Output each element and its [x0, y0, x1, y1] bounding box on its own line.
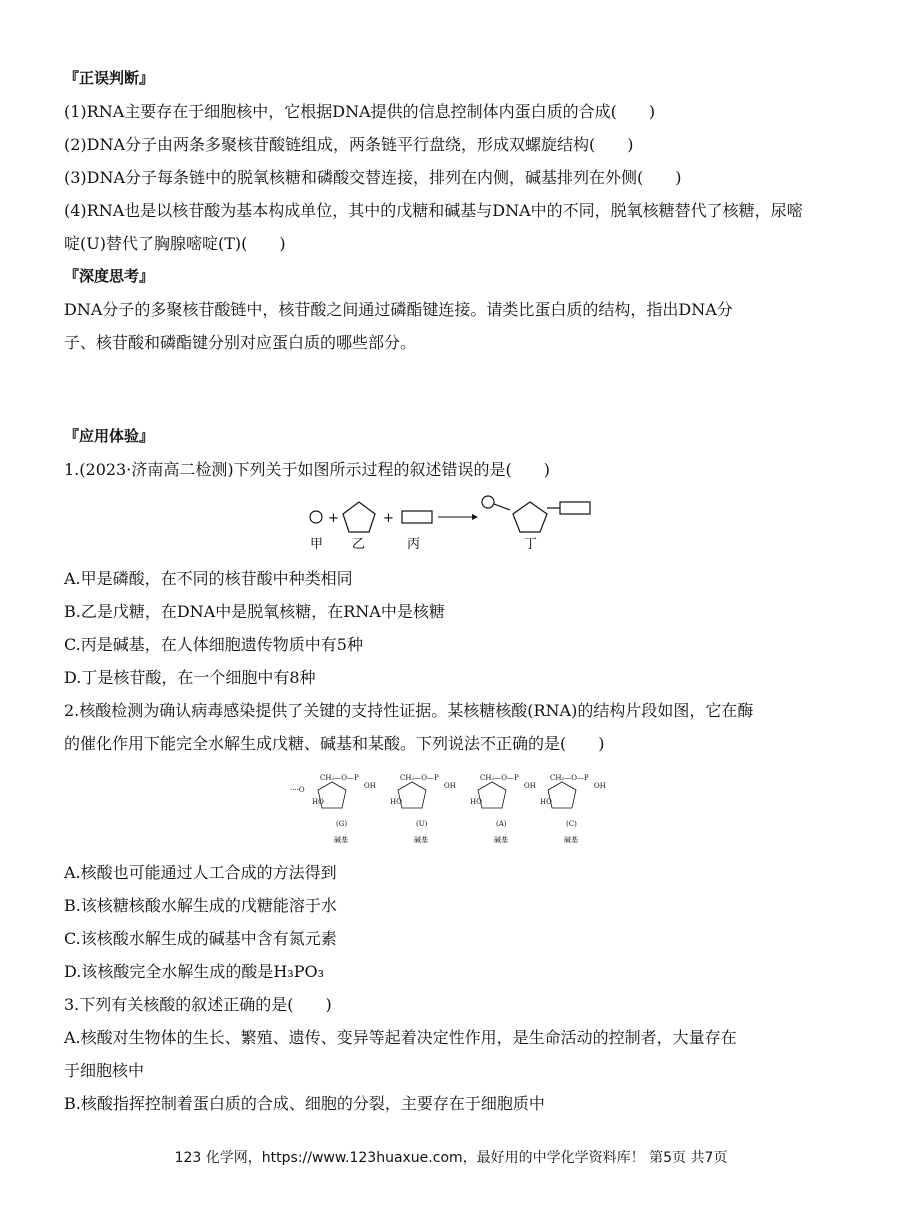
judgment-item-3: (3)DNA分子每条链中的脱氧核糖和磷酸交替连接，排列在内侧，碱基排列在外侧( ) — [64, 168, 682, 187]
nucleotide-unit-3 — [470, 774, 536, 844]
q2-stem-2: 的催化作用下能完全水解生成戊糖、碱基和某酸。下列说法不正确的是( ) — [64, 734, 605, 753]
application-section — [64, 420, 844, 486]
svg-text:OH: OH — [364, 782, 376, 790]
svg-text:(C): (C) — [566, 820, 577, 828]
label-yi: 乙 — [352, 537, 366, 552]
plus-sign-1: + — [328, 511, 339, 526]
q1-option-a: A.甲是磷酸，在不同的核苷酸中种类相同 — [64, 569, 353, 588]
judgment-item-4: (4)RNA也是以核苷酸为基本构成单位，其中的戊糖和碱基与DNA中的不同，脱氧核糖替代了核糖，尿嘧 — [64, 201, 803, 220]
arrow-head — [472, 514, 478, 520]
svg-text:碱基: 碱基 — [414, 836, 428, 844]
svg-text:碱基: 碱基 — [564, 836, 578, 844]
q1-option-b: B.乙是戊糖，在DNA中是脱氧核糖，在RNA中是核糖 — [64, 602, 445, 621]
svg-text:HO: HO — [390, 798, 402, 806]
q1-options — [64, 562, 844, 760]
svg-text:OH: OH — [444, 782, 456, 790]
nucleotide-unit-2 — [390, 774, 456, 844]
label-jia: 甲 — [310, 537, 324, 552]
q1-option-d: D.丁是核苷酸，在一个细胞中有8种 — [64, 668, 316, 687]
judgment-item-4-cont: 啶(U)替代了胸腺嘧啶(T)( ) — [64, 234, 286, 253]
q3-option-a: A.核酸对生物体的生长、繁殖、遗传、变异等起着决定性作用，是生命活动的控制者，大量存在 — [64, 1028, 737, 1047]
svg-text:CH₂—O—P: CH₂—O—P — [550, 774, 589, 782]
q3-stem: 3.下列有关核酸的叙述正确的是( ) — [64, 995, 332, 1014]
thinking-section — [64, 260, 844, 359]
product-bond-1 — [494, 504, 510, 510]
product-base — [560, 502, 590, 514]
svg-text:HO: HO — [540, 798, 552, 806]
judgment-heading: 『正误判断』 — [64, 69, 155, 87]
q2-stem-1: 2.核酸检测为确认病毒感染提供了关键的支持性证据。某核糖核酸(RNA)的结构片段如图，它在酶 — [64, 701, 754, 720]
q2-option-d: D.该核酸完全水解生成的酸是H₃PO₃ — [64, 962, 325, 981]
q3-option-b: B.核酸指挥控制着蛋白质的合成、细胞的分裂，主要存在于细胞质中 — [64, 1094, 545, 1113]
pentose-pentagon — [343, 502, 375, 532]
base-rectangle — [402, 511, 432, 523]
label-bing: 丙 — [407, 537, 421, 552]
thinking-line-1: DNA分子的多聚核苷酸链中，核苷酸之间通过磷酯键连接。请类比蛋白质的结构，指出DNA分 — [64, 300, 733, 319]
svg-text:CH₂—O—P: CH₂—O—P — [320, 774, 359, 782]
nucleotide-diagram — [300, 492, 600, 554]
svg-text:(A): (A) — [496, 820, 507, 828]
svg-text:CH₂—O—P: CH₂—O—P — [400, 774, 439, 782]
q2-option-b: B.该核糖核酸水解生成的戊糖能溶于水 — [64, 896, 337, 915]
label-ding: 丁 — [524, 537, 538, 552]
svg-text:HO: HO — [470, 798, 482, 806]
judgment-item-1: (1)RNA主要存在于细胞核中，它根据DNA提供的信息控制体内蛋白质的合成( ) — [64, 102, 656, 121]
svg-text:HO: HO — [312, 798, 324, 806]
product-phosphate — [482, 496, 494, 508]
nucleotide-unit-4 — [540, 774, 606, 844]
plus-sign-2: + — [383, 511, 394, 526]
thinking-heading: 『深度思考』 — [64, 267, 155, 285]
q2-option-a: A.核酸也可能通过人工合成的方法得到 — [64, 863, 337, 882]
svg-text:····O: ····O — [290, 786, 305, 794]
svg-text:(U): (U) — [416, 820, 428, 828]
svg-text:碱基: 碱基 — [334, 836, 348, 844]
application-heading: 『应用体验』 — [64, 427, 155, 445]
svg-text:OH: OH — [524, 782, 536, 790]
q1-option-c: C.丙是碱基，在人体细胞遗传物质中有5种 — [64, 635, 363, 654]
svg-text:CH₂—O—P: CH₂—O—P — [480, 774, 519, 782]
nucleotide-unit-1 — [312, 774, 376, 844]
q3-option-a-cont: 于细胞核中 — [64, 1061, 145, 1080]
q2-option-c: C.该核酸水解生成的碱基中含有氮元素 — [64, 929, 337, 948]
page-footer: 123 化学网，https://www.123huaxue.com，最好用的中学化学资料库！ 第5页 共7页 — [174, 1150, 728, 1166]
phosphate-circle — [310, 511, 322, 523]
svg-text:(G): (G) — [336, 820, 348, 828]
rna-fragment-diagram — [290, 768, 620, 850]
svg-text:碱基: 碱基 — [494, 836, 508, 844]
q1-stem: 1.(2023·济南高二检测)下列关于如图所示过程的叙述错误的是( ) — [64, 460, 551, 479]
q2-options — [64, 856, 844, 1120]
svg-text:OH: OH — [594, 782, 606, 790]
judgment-item-2: (2)DNA分子由两条多聚核苷酸链组成，两条链平行盘绕，形成双螺旋结构( ) — [64, 135, 634, 154]
judgment-section — [64, 62, 844, 260]
product-pentose — [513, 502, 547, 532]
thinking-line-2: 子、核苷酸和磷酯键分别对应蛋白质的哪些部分。 — [64, 333, 417, 352]
